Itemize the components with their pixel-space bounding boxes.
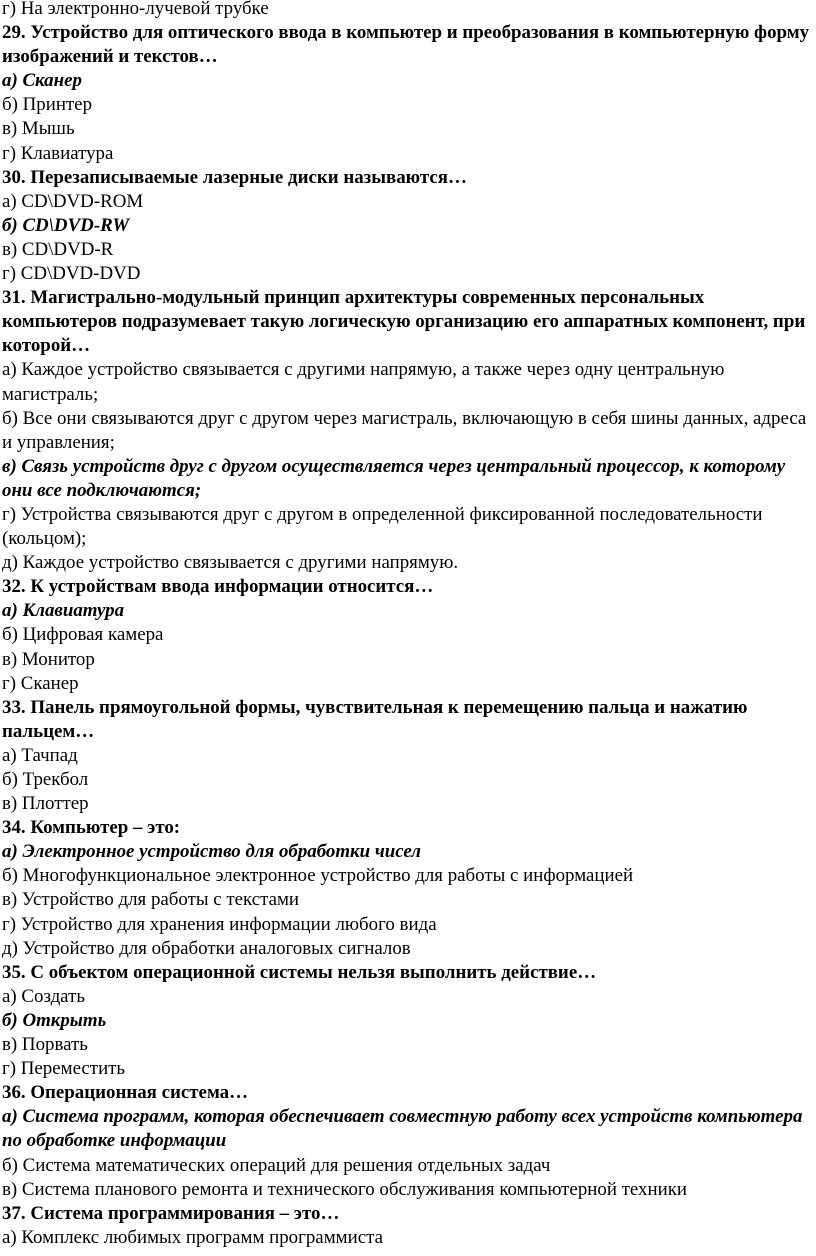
correct-answer-option: а) Сканер (2, 70, 82, 92)
question-text: 34. Компьютер – это: (2, 817, 181, 839)
question-text: 33. Панель прямоугольной формы, чувствительная к перемещению пальца и нажатию пальцем… (2, 696, 748, 742)
answer-option: г) Устройство для хранения информации любого вида (2, 913, 437, 935)
answer-option: а) Тачпад (2, 744, 78, 766)
answer-option: г) CD\DVD-DVD (2, 263, 141, 285)
question-text: 35. С объектом операционной системы нельзя выполнить действие… (2, 961, 597, 983)
question-text: 36. Операционная система… (2, 1082, 249, 1104)
correct-answer-option: а) Клавиатура (2, 600, 125, 622)
question-text: 32. К устройствам ввода информации относится… (2, 576, 434, 598)
answer-option: б) Многофункциональное электронное устройство для работы с информацией (2, 865, 634, 887)
answer-option: в) Система планового ремонта и технического обслуживания компьютерной техники (2, 1178, 687, 1200)
question-text: 29. Устройство для оптического ввода в компьютер и преобразования в компьютерную форму изображений и текстов… (2, 22, 810, 68)
answer-option: д) Каждое устройство связывается с другими напрямую. (2, 552, 459, 574)
correct-answer-option: в) Связь устройств друг с другом осуществляется через центральный процессор, к которому они все подключаются; (2, 455, 786, 501)
answer-option: д) Устройство для обработки аналоговых сигналов (2, 937, 411, 959)
answer-option: г) На электронно-лучевой трубке (2, 0, 269, 19)
question-text: 30. Перезаписываемые лазерные диски называются… (2, 166, 467, 188)
correct-answer-option: б) CD\DVD-RW (2, 214, 130, 236)
answer-option: а) CD\DVD-ROM (2, 190, 144, 212)
answer-option: г) Переместить (2, 1058, 126, 1080)
answer-option: г) Сканер (2, 672, 79, 694)
answer-option: а) Каждое устройство связывается с другими напрямую, а также через одну центральную магистраль; (2, 359, 725, 405)
answer-option: г) Устройства связываются друг с другом в определенной фиксированной последовательности (кольцом); (2, 503, 763, 550)
correct-answer-option: б) Открыть (2, 1009, 107, 1031)
answer-option: б) Трекбол (2, 769, 89, 790)
answer-option: б) Принтер (2, 94, 93, 116)
question-text: 31. Магистрально-модульный принцип архитектуры современных персональных компьютеров подразумевает такую логическую организацию его аппаратных компонент, при которой… (2, 287, 806, 357)
answer-option: в) Порвать (2, 1034, 88, 1056)
answer-option: в) Мышь (2, 118, 75, 140)
answer-option: б) Цифровая камера (2, 624, 164, 646)
correct-answer-option: а) Система программ, которая обеспечивает совместную работу всех устройств компьютера по обработке информации (2, 1106, 803, 1152)
answer-option: а) Создать (2, 985, 85, 1007)
answer-option: в) CD\DVD-R (2, 238, 114, 260)
answer-option: в) Плоттер (2, 793, 89, 815)
question-text: 37. Система программирования – это… (2, 1202, 340, 1224)
answer-option: б) Система математических операций для решения отдельных задач (2, 1154, 551, 1176)
answer-option: в) Монитор (2, 648, 95, 670)
correct-answer-option: а) Электронное устройство для обработки чисел (2, 841, 422, 863)
answer-option: б) Все они связываются друг с другом через магистраль, включающую в себя шины данных, адреса и управления; (2, 407, 807, 453)
answer-option: а) Комплекс любимых программ программиста (2, 1226, 383, 1248)
answer-option: г) Клавиатура (2, 142, 114, 164)
answer-option: в) Устройство для работы с текстами (2, 889, 300, 911)
